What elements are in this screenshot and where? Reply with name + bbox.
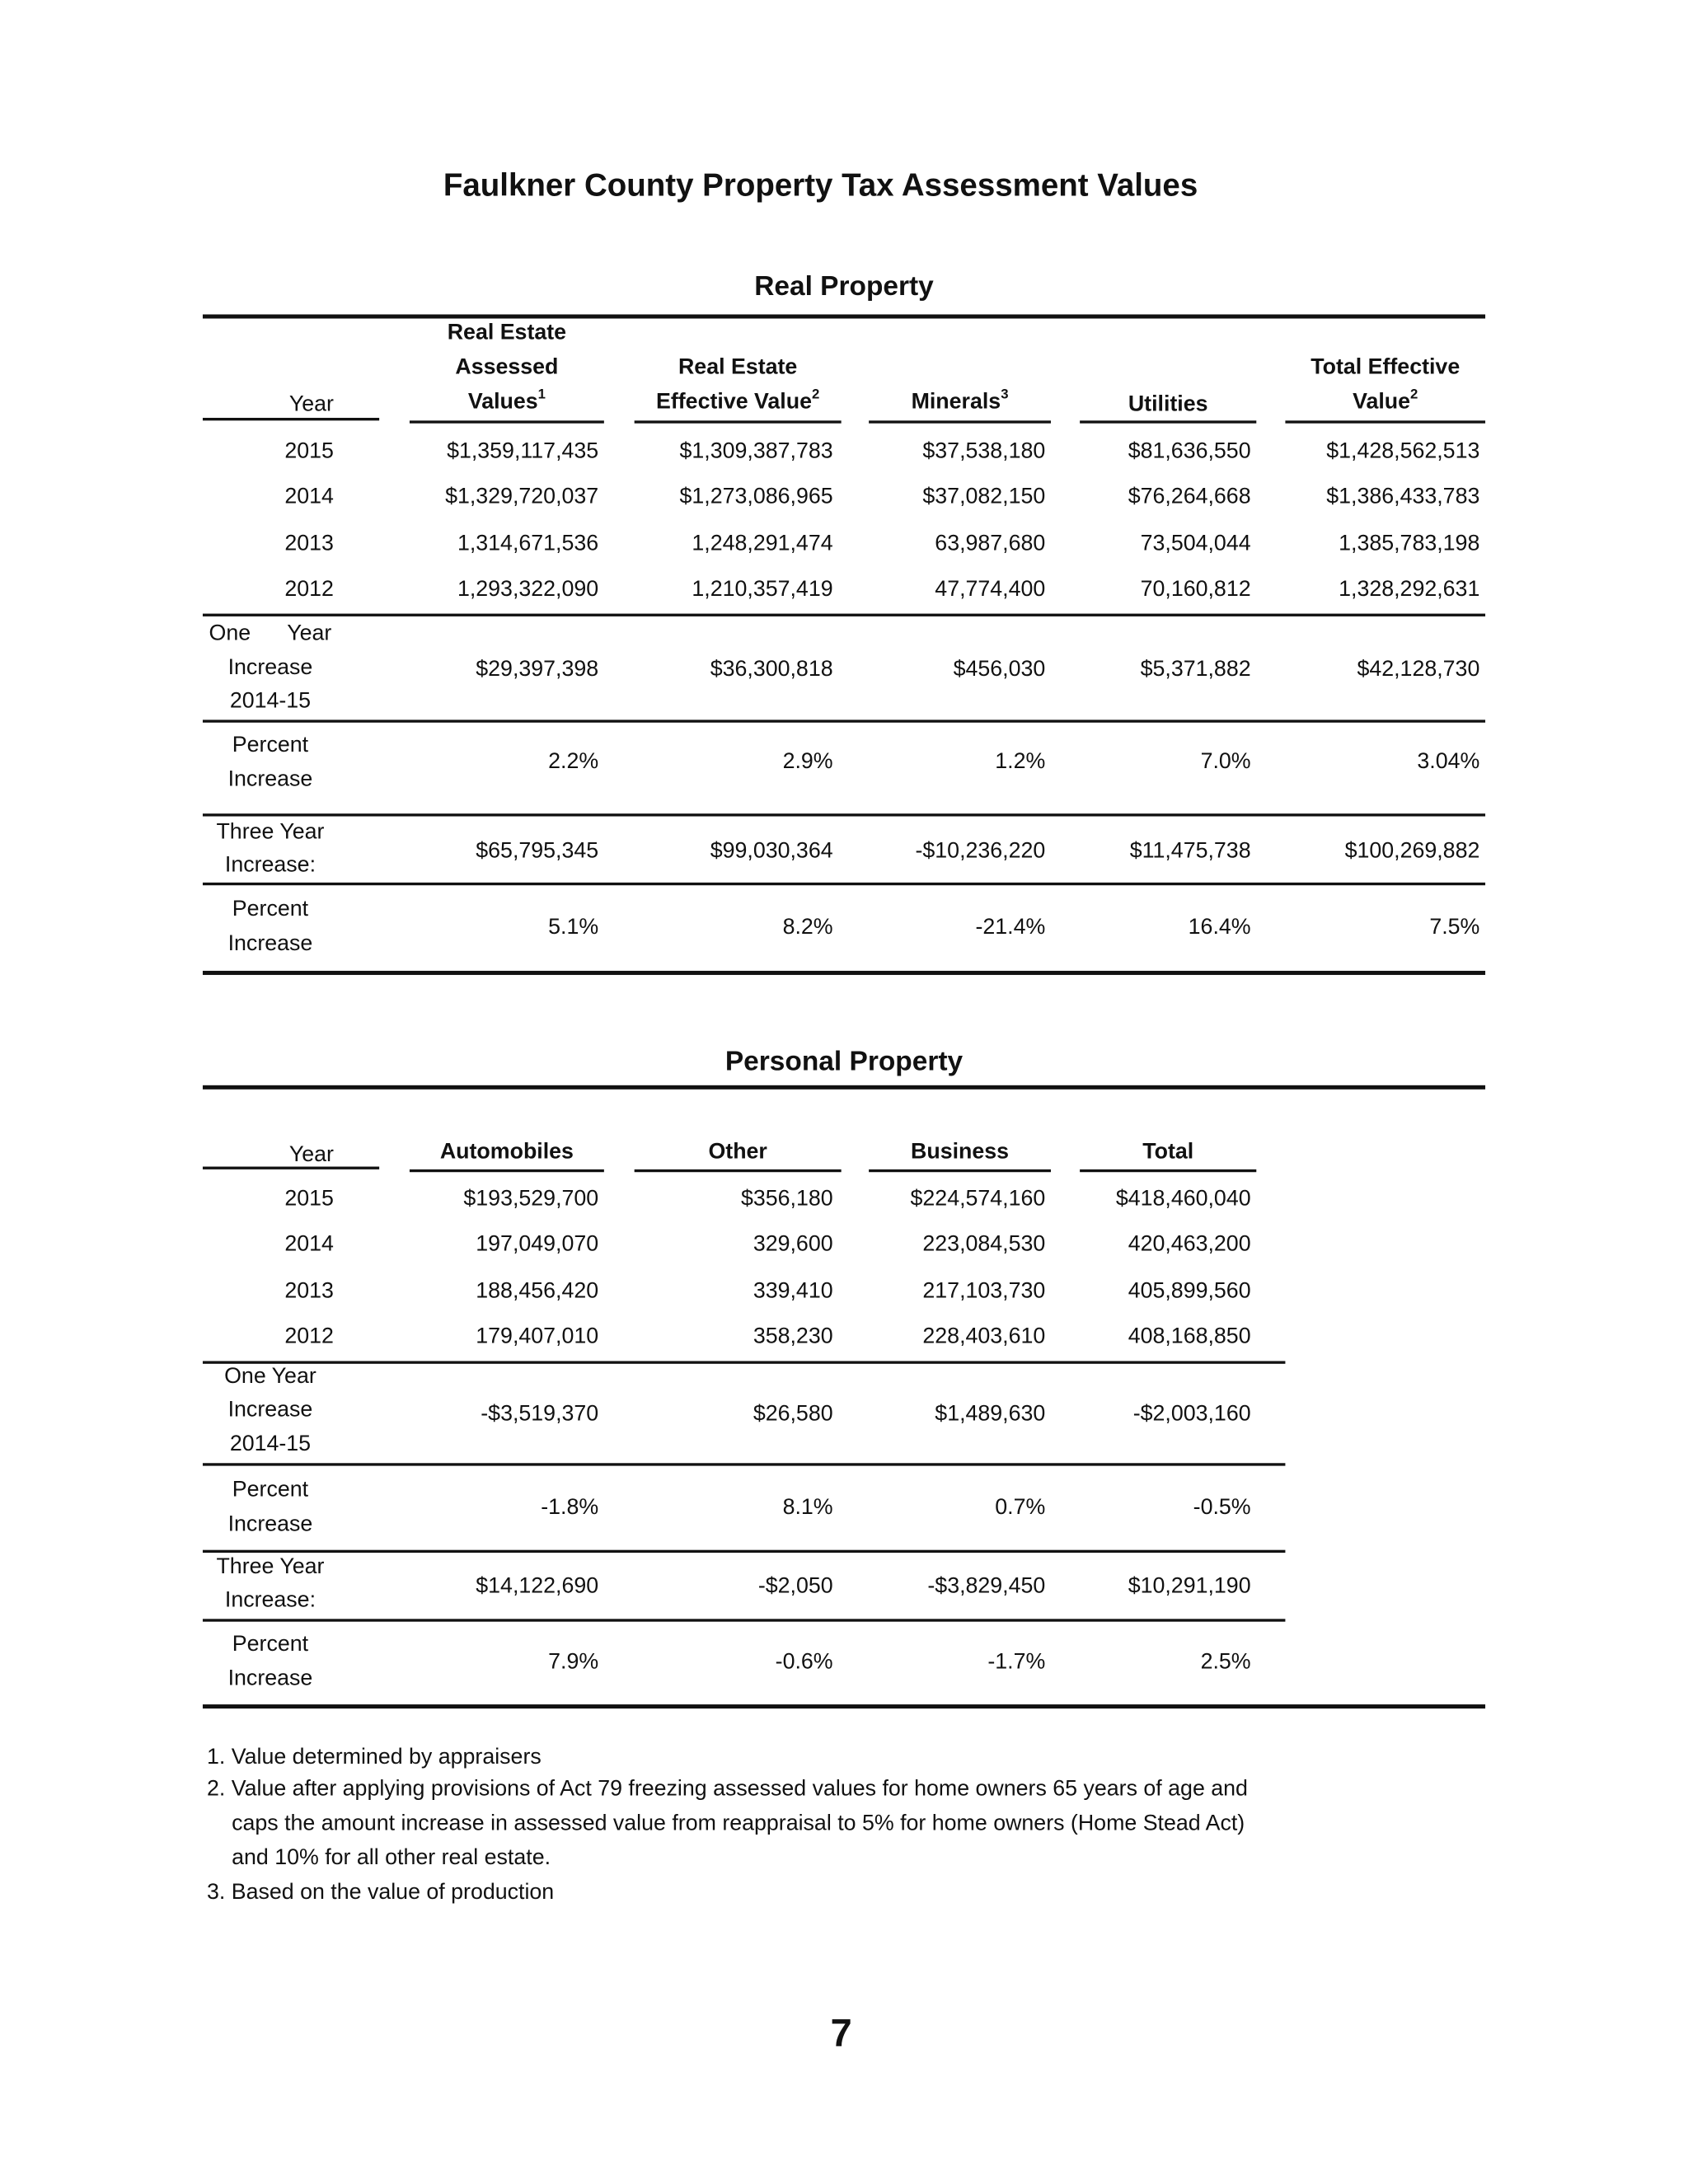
real-summary-label: 2014-15 [229,689,312,714]
real-summary-value: -$10,236,220 [915,839,1046,864]
real-summary-label: Percent [232,898,309,921]
real-summary-value: $42,128,730 [1357,658,1480,682]
personal-rule [203,1619,1285,1622]
real-cell: $1,386,433,783 [1326,485,1480,509]
footnote-line: and 10% for all other real estate. [232,1846,551,1870]
real-cell: 1,293,322,090 [457,578,599,602]
real-row-year: 2014 [284,485,334,509]
page-title: Faulkner County Property Tax Assessment Values [443,166,1198,203]
real-cell: 1,314,671,536 [457,532,599,556]
real-property-title: Real Property [754,271,934,302]
personal-summary-label: 2014-15 [229,1432,312,1456]
personal-header-col-3: Business [911,1140,1010,1165]
personal-header-underline [635,1169,842,1172]
personal-rule [203,1085,1485,1089]
footnote-ref: 2 [1410,387,1418,403]
real-rule [203,970,1485,974]
real-cell: 47,774,400 [935,578,1046,602]
real-cell: $1,329,720,037 [445,485,599,509]
real-summary-value: 2.9% [782,750,833,774]
personal-header-col-4: Total [1142,1140,1194,1165]
personal-cell: 197,049,070 [476,1232,599,1257]
personal-summary-value: 0.7% [995,1496,1046,1520]
real-cell: $1,273,086,965 [679,485,833,509]
footnote-line: 2. Value after applying provisions of Act 79 freezing assessed values for home owners 65 years of age and [206,1777,1248,1802]
real-summary-value: $456,030 [953,658,1046,682]
personal-summary-label: Three Year [216,1555,325,1579]
footnote-ref: 3 [1001,387,1009,403]
real-header-col-1: Real Estate [447,321,567,345]
real-header-col-4: Utilities [1128,392,1208,417]
footnote-line: 3. Based on the value of production [206,1881,555,1905]
real-row-year: 2013 [284,532,334,556]
personal-cell: 228,403,610 [922,1324,1046,1349]
real-summary-value: 2.2% [548,750,599,774]
personal-summary-value: -$2,003,160 [1132,1402,1251,1427]
personal-summary-value: $26,580 [753,1402,833,1427]
real-summary-value: 16.4% [1188,916,1251,940]
real-rule [203,314,1485,318]
real-cell: $37,538,180 [922,439,1046,464]
real-summary-value: 8.2% [782,916,833,940]
personal-summary-value: -1.7% [987,1650,1046,1675]
personal-rule [203,1361,1285,1364]
footnote-line: caps the amount increase in assessed value from reappraisal to 5% for home owners (Home Stead Act) [232,1811,1245,1836]
real-summary-label: Increase [227,932,313,956]
real-header-col-5: Value$^2$ [1353,387,1418,414]
personal-cell: $356,180 [740,1187,833,1212]
personal-summary-value: -0.6% [775,1650,833,1675]
footnote-line: 1. Value determined by appraisers [206,1746,542,1769]
real-header-col-1: Assessed [455,355,559,380]
real-header-underline [869,420,1051,424]
real-summary-value: $100,269,882 [1344,839,1480,864]
personal-cell: $224,574,160 [910,1187,1046,1212]
personal-header-underline [410,1169,604,1172]
real-summary-value: $99,030,364 [710,839,833,864]
real-cell: 1,385,783,198 [1339,532,1480,556]
real-cell: 70,160,812 [1140,578,1251,602]
personal-cell: 339,410 [753,1279,833,1304]
real-summary-value: $11,475,738 [1129,839,1251,864]
real-header-underline [1285,420,1485,424]
real-header-year: Year [288,392,334,417]
real-summary-value: 3.04% [1417,750,1480,774]
personal-cell: 420,463,200 [1128,1232,1251,1257]
personal-header-underline [869,1169,1051,1172]
personal-summary-value: $10,291,190 [1128,1574,1251,1599]
real-summary-value: 7.5% [1429,916,1480,940]
personal-summary-value: -$3,829,450 [927,1574,1046,1599]
real-cell: 1,210,357,419 [692,578,833,602]
real-cell: 1,248,291,474 [692,532,833,556]
personal-summary-value: -1.8% [541,1496,599,1520]
personal-summary-label: Increase [227,1666,313,1691]
real-summary-label: Increase [227,656,313,680]
personal-cell: 179,407,010 [476,1324,599,1349]
personal-summary-value: -$3,519,370 [481,1402,599,1427]
personal-cell: 223,084,530 [922,1232,1046,1257]
personal-summary-label: Percent [232,1633,309,1657]
real-rule [203,813,1485,817]
real-cell: 63,987,680 [935,532,1046,556]
real-cell: $37,082,150 [922,485,1046,509]
personal-cell: 188,456,420 [476,1279,599,1304]
real-summary-label: Increase [227,767,313,792]
personal-cell: 217,103,730 [922,1279,1046,1304]
personal-rule [203,1549,1285,1553]
personal-summary-label: Increase: [224,1588,316,1612]
personal-row-year: 2014 [284,1232,334,1257]
personal-property-title: Personal Property [724,1046,964,1077]
real-header-col-3: Minerals$^3$ [911,387,1009,414]
real-header-col-2: Real Estate [678,355,798,380]
real-header-underline [203,418,379,421]
personal-cell: 408,168,850 [1128,1324,1251,1349]
real-header-underline [410,420,604,424]
personal-header-underline [1080,1169,1256,1172]
real-header-underline [1080,420,1256,424]
real-row-year: 2012 [284,578,334,602]
page-number: 7 [830,2012,852,2055]
real-summary-value: $36,300,818 [710,658,833,682]
personal-cell: 329,600 [753,1232,833,1257]
real-row-year: 2015 [284,439,334,464]
real-summary-value: 1.2% [995,750,1046,774]
real-summary-value: -21.4% [975,916,1046,940]
personal-summary-value: $14,122,690 [476,1574,599,1599]
footnote-ref: 1 [537,387,546,403]
real-summary-value: $29,397,398 [476,658,599,682]
real-rule [203,720,1485,723]
real-cell: 73,504,044 [1140,532,1251,556]
personal-cell: $193,529,700 [463,1187,599,1212]
real-summary-label: Increase: [224,853,316,878]
personal-summary-value: 7.9% [548,1650,599,1675]
personal-summary-label: One Year [224,1365,316,1389]
real-cell: 1,328,292,631 [1339,578,1480,602]
personal-header-underline [203,1166,379,1169]
real-summary-label: One Year [209,621,332,646]
real-header-col-2: Effective Value$^2$ [655,387,820,414]
personal-summary-value: -0.5% [1193,1496,1251,1520]
personal-summary-value: -$2,050 [757,1574,833,1599]
real-rule [203,883,1485,885]
real-summary-value: $5,371,882 [1140,658,1251,682]
personal-header-year: Year [288,1143,334,1167]
footnote-ref: 2 [811,387,820,403]
personal-row-year: 2015 [284,1187,334,1212]
personal-row-year: 2012 [284,1324,334,1349]
real-summary-label: Three Year [216,820,325,844]
real-header-col-5: Total Effective [1311,355,1461,380]
real-summary-label: Percent [232,733,309,757]
real-summary-value: 7.0% [1200,750,1251,774]
personal-summary-value: 2.5% [1200,1650,1251,1675]
personal-cell: 405,899,560 [1128,1279,1251,1304]
real-header-underline [635,420,842,424]
personal-summary-label: Increase [227,1512,313,1536]
real-summary-value: $65,795,345 [476,839,599,864]
real-rule [203,613,1485,616]
personal-header-col-2: Other [708,1140,767,1165]
personal-cell: $418,460,040 [1115,1187,1251,1212]
personal-rule [203,1704,1485,1708]
personal-summary-value: $1,489,630 [935,1402,1046,1427]
real-cell: $1,309,387,783 [679,439,833,464]
personal-row-year: 2013 [284,1279,334,1304]
real-cell: $1,428,562,513 [1326,439,1480,464]
personal-rule [203,1464,1285,1466]
real-cell: $81,636,550 [1128,439,1251,464]
personal-header-col-1: Automobiles [439,1140,574,1165]
personal-summary-label: Increase [227,1398,313,1422]
personal-summary-label: Percent [232,1478,309,1502]
personal-summary-value: 8.1% [782,1496,833,1520]
personal-cell: 358,230 [753,1324,833,1349]
real-header-col-1: Values$^1$ [467,387,546,414]
real-cell: $76,264,668 [1128,485,1251,509]
real-summary-value: 5.1% [548,916,599,940]
real-cell: $1,359,117,435 [447,439,599,464]
